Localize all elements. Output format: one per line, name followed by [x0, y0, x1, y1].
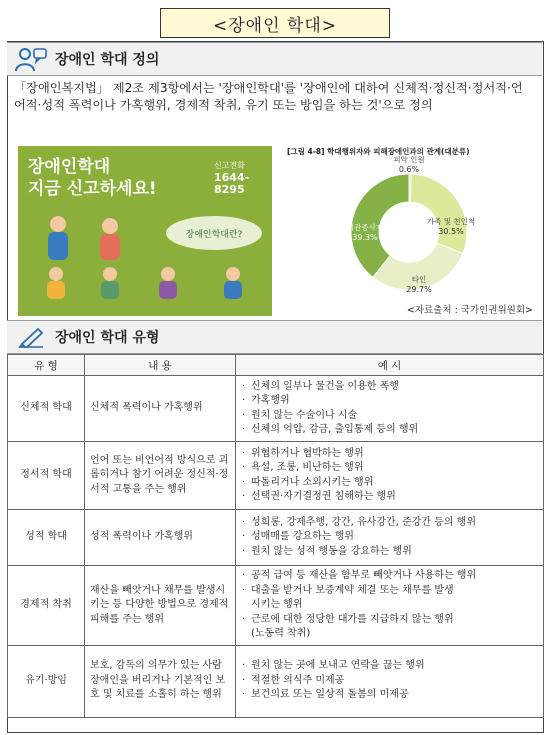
example-item: · 신체의 일부나 물건을 이용한 폭행	[241, 380, 538, 395]
example-item: · 원치 않는 곳에 보내고 연락을 끊는 행위	[241, 659, 538, 674]
pencil-icon	[7, 321, 55, 353]
pie-svg	[283, 156, 535, 312]
page-title: <장애인 학대>	[160, 8, 390, 38]
chart-source: <자료출처 : 국가인권위원회>	[406, 305, 533, 316]
row-content: 재산을 빼앗거나 채무를 발생시키는 등 다양한 방법으로 경제적 피해를 주는 행위	[85, 566, 236, 646]
pie-slice-value: 30.5%	[438, 227, 464, 236]
table-row	[8, 510, 544, 566]
table-row	[8, 376, 544, 442]
poster-call-number: 1644-8295	[214, 171, 250, 196]
row-type: 신체적 학대	[8, 376, 85, 442]
example-item: · 보건의료 또는 일상적 돌봄의 미제공	[241, 688, 538, 703]
example-item: · 따돌리거나 소외시키는 행위	[241, 476, 538, 491]
row-content: 언어 또는 비언어적 방식으로 괴롭히거나 참기 어려운 정신적·정서적 고통을 주는 행위	[85, 442, 236, 510]
section-types-header	[7, 320, 542, 354]
campaign-poster	[18, 146, 272, 316]
poster-call-label: 신고전화	[214, 161, 245, 170]
table-header-row	[8, 355, 544, 376]
pie-slice-value: 39.3%	[352, 233, 378, 242]
row-examples	[236, 442, 544, 510]
table-row	[8, 442, 544, 510]
table-body	[8, 376, 544, 718]
example-item: · 원치 않는 성적 행동을 강요하는 행위	[241, 545, 538, 560]
example-item: · 적절한 의식주 미제공	[241, 674, 538, 689]
row-type: 경제적 착취	[8, 566, 85, 646]
example-item: · 위협하거나 협박하는 행위	[241, 447, 538, 462]
example-item: · 원치 않는 수술이나 시술	[241, 409, 538, 424]
table-row	[8, 566, 544, 646]
example-item: · 성매매를 강요하는 행위	[241, 530, 538, 545]
row-content: 신체적 폭력이나 가혹행위	[85, 376, 236, 442]
pie-slice-label: 가족 및 친인척	[426, 217, 476, 226]
row-content: 보호, 감독의 의무가 있는 사람 장애인을 버리거나 기본적인 보호 및 치료를 소홀히 하는 행위	[85, 645, 236, 717]
example-item: · 성희롱, 강제추행, 강간, 유사강간, 준강간 등의 행위	[241, 516, 538, 531]
row-examples	[236, 645, 544, 717]
table-row	[8, 645, 544, 717]
pie-slice-label: 기관종사자	[346, 223, 384, 232]
pie-slice-value: 0.6%	[398, 165, 420, 174]
header-content: 내 용	[85, 355, 236, 376]
pie-slice-label: 피악 인원	[393, 156, 425, 164]
header-type: 유 형	[8, 355, 85, 376]
poster-illustration	[18, 146, 272, 316]
poster-bubble: 장애인학대란?	[166, 216, 262, 250]
example-item: · 선택권·자기결정권 침해하는 행위	[241, 490, 538, 505]
example-item: (노동력 착취)	[251, 628, 311, 639]
definition-text: 「장애인복지법」 제2조 제3항에서는 '장애인학대'를 '장애인에 대하여 신체적·정신적·정서적·언어적·성적 폭력이나 가혹행위, 경제적 착취, 유기 또는 방임을 하는 것'으로 정의	[14, 81, 523, 112]
example-item: · 대출을 받거나 보증계약 체결 또는 채무를 발생	[241, 584, 538, 599]
abuse-types-table	[7, 354, 544, 718]
row-type: 유기·방임	[8, 645, 85, 717]
section-definition-header	[7, 42, 542, 76]
section-definition-title: 장애인 학대 정의	[55, 52, 160, 68]
row-examples	[236, 566, 544, 646]
relationship-pie-chart	[283, 146, 535, 318]
section-types-title: 장애인 학대 유형	[55, 330, 160, 346]
pie-slice	[410, 174, 467, 254]
row-examples	[236, 376, 544, 442]
example-item: · 근로에 대한 정당한 대가를 지급하지 않는 행위	[241, 613, 538, 628]
person-with-speech-icon	[7, 43, 55, 75]
row-type: 성적 학대	[8, 510, 85, 566]
example-item: · 욕설, 조롱, 비난하는 행위	[241, 461, 538, 476]
example-item: · 가혹행위	[241, 394, 538, 409]
poster-headline-line1: 장애인학대	[28, 157, 111, 177]
poster-headline-line2: 지금 신고하세요!	[28, 179, 157, 199]
pie-slice-label: 타인	[411, 275, 427, 284]
example-item: 시키는 행위	[251, 599, 303, 610]
example-item: · 신체의 억압, 감금, 출입통제 등의 행위	[241, 423, 538, 438]
header-examples: 예 시	[236, 355, 544, 376]
row-type: 정서적 학대	[8, 442, 85, 510]
row-examples	[236, 510, 544, 566]
row-content: 성적 폭력이나 가혹행위	[85, 510, 236, 566]
pie-slice-value: 29.7%	[406, 285, 432, 294]
example-item: · 공적 급여 등 재산을 함부로 빼앗거나 사용하는 행위	[241, 569, 538, 584]
chart-title: [그림 4-8] 학대행위자와 피해장애인과의 관계(대분류)	[287, 147, 470, 156]
